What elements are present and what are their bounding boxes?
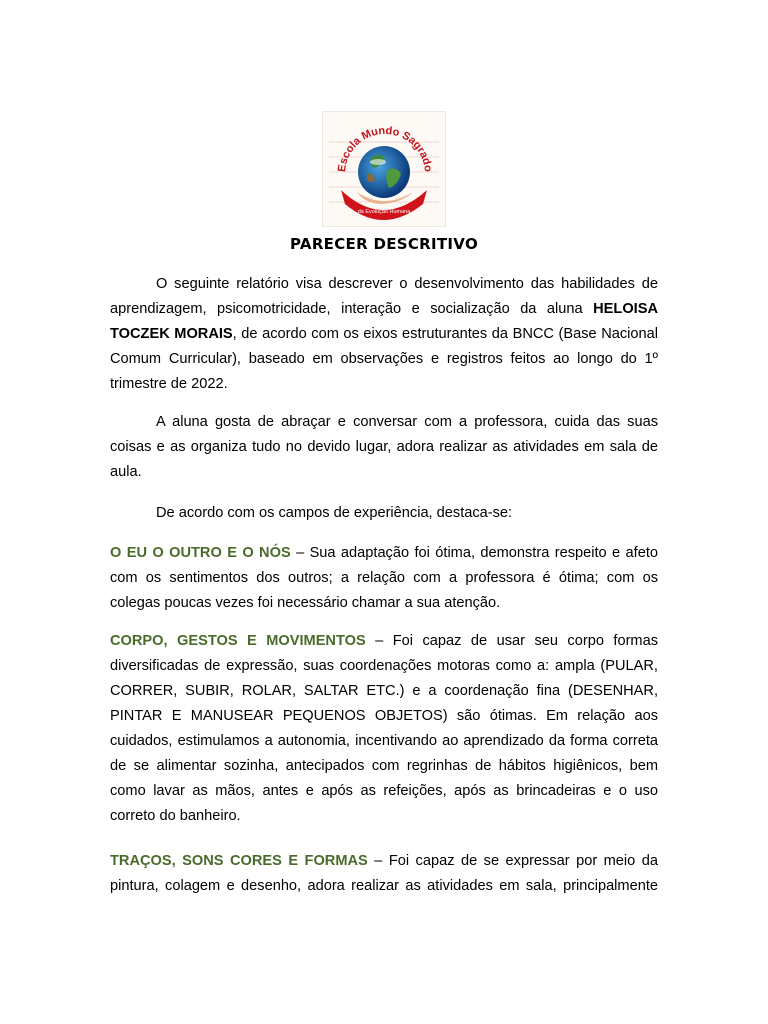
section-text: – Sua adaptação foi ótima, demonstra respeito e afeto com os sentimentos dos outros; a relação com a professora é ótima; com os colegas poucas vezes foi necessário chamar a sua atenção. (110, 545, 658, 611)
intro-text-part1: O seguinte relatório visa descrever o desenvolvimento das habilidades de aprendizagem, psicomotricidade, interação e socialização da aluna (110, 276, 658, 317)
student-name: HELOISA TOCZEK MORAIS (110, 301, 658, 342)
school-logo (322, 111, 446, 227)
behavior-paragraph: A aluna gosta de abraçar e conversar com a professora, cuida das suas coisas e as organiza tudo no devido lugar, adora realizar as atividades em sala de aula. (110, 414, 658, 480)
section-text: – Foi capaz de usar seu corpo formas diversificadas de expressão, suas coordenações motoras como a: ampla (PULAR, CORRER, SUBIR, ROLAR, SALTAR ETC.) e a coordenação fina (DESENHAR, PINTAR E MANUSEAR PEQUENOS OBJETOS) são ótimas. Em relação aos cuidados, estimulamos a autonomia, incentivando ao aprendizado da forma correta de se alimentar sozinha, antecipados com regrinhas de hábitos higiênicos, bem como lavar as mãos, antes e após as refeições, após as brincadeiras e o uso correto do banheiro. (110, 633, 658, 824)
document-title: PARECER DESCRITIVO (290, 235, 478, 253)
section-tracos-sons (110, 849, 658, 899)
fields-intro-paragraph: De acordo com os campos de experiência, destaca-se: (156, 505, 513, 521)
logo-arc-text: Escola Mundo Sagrado (335, 124, 435, 173)
intro-paragraph (110, 272, 658, 397)
section-text: – Foi capaz de se expressar por meio da pintura, colagem e desenho, adora realizar as atividades em sala, principalmente (110, 853, 658, 894)
intro-text-part2: , de acordo com os eixos estruturantes da BNCC (Base Nacional Comum Curricular), baseado em observações e registros feitos ao longo do 1º trimestre de 2022. (110, 326, 658, 392)
section-heading: CORPO, GESTOS E MOVIMENTOS (110, 633, 366, 649)
logo-sub-text: da Evolução Humana (357, 209, 411, 215)
section-heading: O EU O OUTRO E O NÓS (110, 545, 291, 561)
section-corpo-gestos (110, 629, 658, 829)
globe-hands-logo-icon (323, 112, 445, 226)
section-eu-outro-nos (110, 541, 658, 616)
section-heading: TRAÇOS, SONS CORES E FORMAS (110, 853, 368, 869)
